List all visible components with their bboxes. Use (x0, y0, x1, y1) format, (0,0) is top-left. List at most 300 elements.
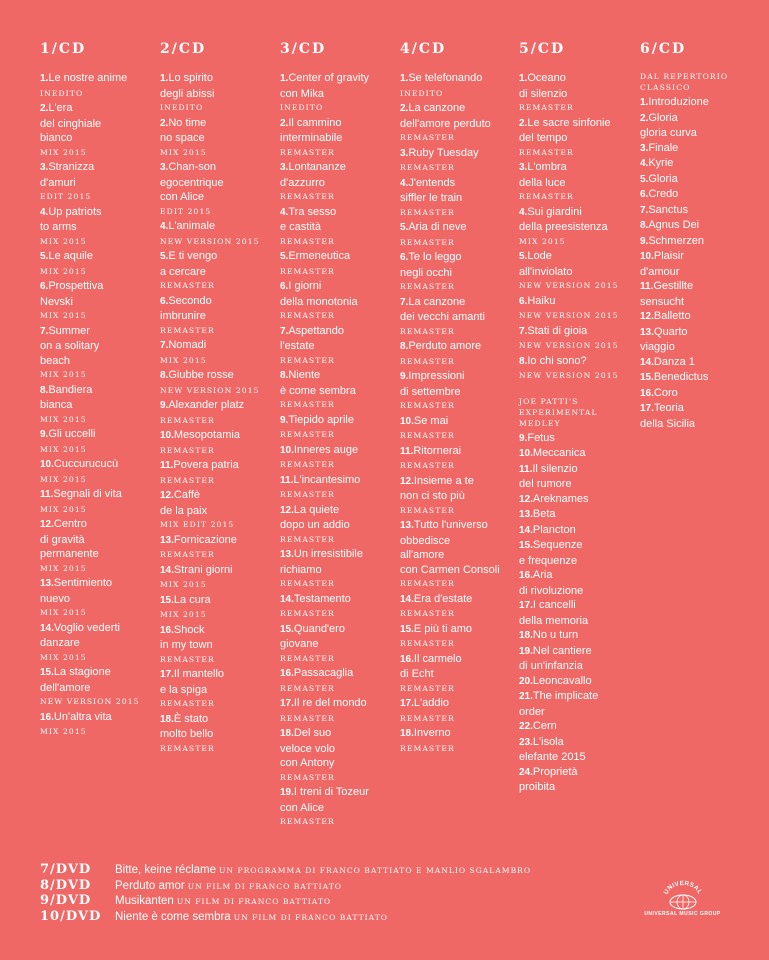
track-title-line: del cinghiale (40, 117, 102, 130)
dvd-number: 8/DVD (40, 877, 92, 893)
track-title-line: Proprietà (532, 765, 578, 778)
track-number: 6. (400, 252, 409, 263)
track-note: REMASTER (280, 579, 335, 588)
track-item (280, 785, 398, 801)
track-number: 1. (640, 97, 649, 108)
track-item (280, 503, 398, 533)
track-title-line: Io chi sono? (527, 354, 587, 367)
track-title-line: proibita (519, 781, 556, 793)
track-number: 13. (640, 326, 654, 338)
track-title-line: Quand'ero (293, 622, 345, 635)
track-number: 16. (160, 624, 174, 636)
track-title-line: Sequenze (532, 539, 583, 551)
track-note: REMASTER (280, 713, 335, 723)
track-title-line: l'estate (280, 340, 315, 352)
track-title-line: Lo spirito (168, 72, 213, 84)
track-title-line: Secondo (168, 294, 212, 307)
track-title-line: Kyrie (648, 157, 674, 169)
track-note: REMASTER (280, 236, 335, 246)
track-number: 15. (640, 372, 654, 383)
track-number: 10. (400, 415, 414, 427)
track-note: REMASTER (280, 683, 335, 693)
track-note: REMASTER (280, 460, 335, 469)
track-item (640, 172, 758, 188)
track-number: 17. (160, 669, 174, 680)
track-item (640, 309, 758, 325)
track-note: INEDITO (160, 103, 204, 112)
track-item (640, 203, 758, 219)
track-title-line: della luce (519, 176, 566, 189)
track-title-line: Mesopotamia (173, 429, 240, 441)
track-title-line: Aria di neve (408, 221, 467, 233)
track-number: 3. (160, 162, 169, 173)
track-title-line: La canzone (408, 295, 466, 308)
track-item (640, 156, 758, 172)
track-item (640, 249, 758, 279)
universal-music-logo (640, 880, 725, 917)
track-title-line: della monotonia (280, 295, 358, 308)
track-item (519, 523, 637, 539)
track-number: 10. (519, 448, 533, 459)
track-title-line: Aria (532, 569, 553, 581)
track-title-line: del rumore (519, 478, 572, 490)
track-title-line: Plancton (532, 523, 576, 536)
track-number: 6. (40, 281, 49, 292)
track-note: REMASTER (160, 743, 215, 753)
track-number: 2. (400, 103, 409, 114)
track-number: 17. (280, 698, 294, 709)
track-number: 16. (640, 387, 654, 399)
track-item (519, 735, 637, 765)
track-title-line: a cercare (160, 265, 206, 278)
track-title-line: e frequenze (519, 554, 578, 567)
track-item (160, 71, 278, 101)
track-item (519, 507, 637, 523)
track-item (640, 141, 758, 157)
track-item (400, 176, 518, 206)
track-title-line: Cuccurucucù (53, 458, 119, 470)
track-title-line: danzare (40, 637, 80, 649)
track-item (519, 205, 637, 235)
track-item (640, 234, 758, 250)
track-note: MIX 2015 (40, 414, 87, 424)
track-item (400, 592, 518, 608)
track-note: NEW VERSION 2015 (160, 385, 260, 395)
cd-column-5 (519, 40, 637, 795)
track-number: 19. (519, 645, 533, 657)
track-number: 10. (160, 430, 174, 441)
track-title-line: Impressioni (408, 370, 465, 382)
track-title-line: Giubbe rosse (168, 369, 234, 381)
track-item (519, 628, 637, 644)
track-item (40, 324, 158, 369)
track-title-line: Credo (648, 188, 679, 200)
track-note: REMASTER (519, 192, 574, 201)
track-title-line: all'amore (400, 549, 445, 561)
section-heading-line: EXPERIMENTAL (519, 407, 598, 417)
track-title-line: Coro (653, 386, 678, 399)
track-item (640, 187, 758, 203)
section-heading-line: JOE PATTI'S (519, 396, 579, 406)
track-title-line: Up patriots (48, 205, 102, 218)
track-title-line: I giorni (288, 280, 322, 292)
track-title-line: L'incantesimo (293, 473, 361, 486)
track-item (400, 146, 518, 162)
track-note: REMASTER (400, 683, 455, 693)
track-number: 1. (519, 73, 528, 84)
track-number: 14. (280, 593, 294, 605)
track-item (640, 370, 758, 386)
track-number: 23. (519, 736, 533, 748)
track-item (160, 667, 278, 697)
track-number: 11. (40, 489, 54, 500)
track-item (280, 666, 398, 682)
track-number: 4. (280, 206, 289, 218)
track-title-line: order (519, 705, 545, 718)
dvd-title: Musikanten (115, 895, 174, 907)
track-title-line: Il carmelo (413, 652, 462, 665)
track-title-line: Stranizza (48, 161, 95, 173)
track-number: 14. (160, 564, 174, 576)
track-note: MIX 2015 (160, 355, 207, 365)
track-note: REMASTER (400, 356, 455, 366)
track-item (160, 338, 278, 354)
track-title-line: Il re del mondo (293, 697, 367, 709)
track-title-line: Povera patria (173, 459, 239, 471)
track-title-line: obbedisce (400, 534, 451, 547)
track-title-line: Summer (48, 324, 90, 337)
track-item (40, 710, 158, 726)
track-item (280, 622, 398, 652)
track-number: 17. (400, 698, 414, 709)
track-title-line: to arms (40, 221, 77, 233)
track-number: 12. (519, 493, 533, 505)
track-item (280, 71, 398, 87)
track-number: 5. (640, 173, 649, 185)
track-title-line: E più ti amo (413, 622, 472, 635)
track-item (519, 492, 637, 508)
track-item (400, 295, 518, 325)
track-number: 11. (640, 281, 654, 292)
track-title-line: L'isola (532, 735, 564, 748)
track-number: 10. (40, 459, 54, 470)
track-title-line: richiamo (280, 563, 322, 576)
track-title-line: Nel cantiere (532, 644, 592, 657)
track-number: 14. (40, 622, 54, 634)
track-title-line: d'amour (640, 265, 680, 278)
dvd-row (40, 909, 531, 925)
track-title-line: Centro (53, 518, 87, 530)
track-number: 4. (400, 177, 409, 189)
track-number: 13. (400, 520, 414, 531)
track-item (160, 160, 278, 190)
track-number: 15. (519, 540, 533, 551)
track-item (40, 160, 158, 190)
section-heading-line: MEDLEY (519, 418, 561, 428)
track-title-line: Caffè (173, 489, 200, 501)
track-title-line: Se mai (413, 414, 449, 427)
track-title-line: Voglio vederti (53, 621, 120, 634)
spacer (519, 384, 637, 396)
track-title-line: di rivoluzione (519, 584, 584, 597)
dvd-number: 10/DVD (40, 908, 102, 924)
track-item (519, 71, 637, 101)
track-number: 3. (519, 162, 528, 173)
track-item (519, 160, 637, 190)
track-title-line: dell'amore perduto (400, 117, 491, 130)
track-number: 14. (640, 356, 654, 368)
track-title-line: Inneres auge (293, 443, 359, 456)
track-item (160, 458, 278, 474)
track-number: 2. (519, 117, 528, 129)
track-number: 18. (160, 713, 174, 725)
track-title-line: imbrunire (160, 310, 206, 322)
cd-column-1 (40, 40, 158, 740)
track-title-line: veloce volo (280, 742, 336, 755)
track-title-line: di silenzio (519, 87, 568, 100)
cd-title: 3/CD (280, 41, 327, 57)
track-title-line: e la spiga (160, 683, 208, 696)
track-title-line: Fetus (527, 431, 555, 444)
track-note: REMASTER (280, 192, 335, 201)
track-title-line: gloria curva (640, 127, 697, 139)
track-number: 18. (280, 728, 294, 739)
track-item (40, 427, 158, 443)
track-item (160, 533, 278, 549)
track-number: 8. (280, 370, 289, 381)
track-item (519, 674, 637, 690)
track-title-line: Era d'estate (413, 592, 473, 605)
track-item (160, 712, 278, 742)
track-item (519, 462, 637, 492)
track-note: REMASTER (400, 207, 455, 217)
cd-title: 4/CD (400, 41, 447, 57)
track-title-line: Gestillte (653, 280, 694, 292)
track-item (519, 719, 637, 735)
track-item (160, 249, 278, 279)
track-title-line: L'animale (168, 220, 216, 232)
track-title-line: della Sicilia (640, 417, 696, 430)
track-title-line: Prospettiva (48, 280, 104, 292)
track-note: NEW VERSION 2015 (519, 281, 619, 290)
track-title-line: dopo un addio (280, 519, 350, 531)
track-item (640, 279, 758, 309)
track-note: REMASTER (519, 103, 574, 112)
track-title-line: degli abissi (160, 87, 215, 100)
track-note: REMASTER (400, 579, 455, 588)
track-title-line: Se telefonando (408, 72, 483, 84)
track-number: 5. (519, 251, 528, 262)
track-title-line: non ci sto più (400, 490, 465, 502)
track-note: MIX 2015 (40, 563, 87, 573)
track-title-line: e castità (280, 221, 321, 233)
track-title-line: Il mantello (173, 668, 225, 680)
track-number: 10. (640, 251, 654, 262)
track-title-line: Oceano (527, 72, 566, 84)
dvd-description: UN FILM DI FRANCO BATTIATO (187, 881, 342, 891)
track-title-line: molto bello (160, 728, 214, 740)
track-number: 1. (400, 73, 409, 84)
track-note: REMASTER (400, 461, 455, 470)
track-note: REMASTER (400, 431, 455, 440)
track-note: MIX 2015 (40, 311, 87, 320)
track-item (519, 294, 637, 310)
track-title-line: interminabile (280, 132, 343, 144)
track-note: REMASTER (400, 282, 455, 291)
track-title-line: della preesistenza (519, 221, 608, 233)
track-item (280, 592, 398, 608)
track-item (400, 250, 518, 280)
track-note: REMASTER (280, 147, 335, 157)
track-number: 8. (640, 220, 649, 231)
track-title-line: Lode (527, 250, 552, 262)
track-number: 19. (280, 787, 294, 798)
featuring-credit: con Mika (280, 87, 325, 100)
track-item (40, 279, 158, 309)
track-item (280, 547, 398, 577)
track-number: 21. (519, 691, 533, 702)
track-number: 12. (400, 475, 414, 487)
track-number: 11. (400, 445, 414, 457)
track-title-line: Del suo (293, 727, 332, 739)
track-title-line: Nomadi (168, 339, 207, 351)
track-title-line: dei vecchi amanti (400, 311, 485, 323)
track-title-line: E ti vengo (168, 250, 218, 262)
track-note: REMASTER (400, 505, 455, 515)
track-note: REMASTER (280, 430, 335, 439)
dvd-title: Perduto amor (115, 879, 185, 892)
track-number: 9. (40, 429, 49, 440)
track-note: REMASTER (400, 639, 455, 648)
cd-column-6 (640, 40, 758, 431)
track-title-line: in my town (160, 639, 213, 651)
track-item (160, 116, 278, 146)
track-title-line: Ruby Tuesday (408, 146, 479, 159)
track-number: 15. (160, 594, 174, 606)
track-item (280, 696, 398, 712)
track-title-line: Danza 1 (653, 355, 695, 368)
track-title-line: Aspettando (288, 324, 344, 337)
track-title-line: Sentimiento (53, 577, 112, 589)
track-number: 24. (519, 766, 533, 778)
track-title-line: Introduzione (648, 96, 709, 108)
section-heading (519, 396, 637, 429)
track-note: INEDITO (280, 103, 324, 112)
track-note: REMASTER (400, 713, 455, 723)
track-note: REMASTER (400, 237, 455, 247)
track-number: 6. (160, 295, 169, 307)
track-number: 17. (519, 600, 533, 611)
track-number: 16. (40, 711, 54, 723)
track-note: MIX EDIT 2015 (160, 520, 235, 529)
track-note: REMASTER (400, 743, 455, 753)
track-number: 15. (40, 667, 54, 678)
logo-caption: UNIVERSAL MUSIC GROUP (644, 911, 721, 917)
track-number: 4. (40, 206, 49, 218)
track-item (40, 665, 158, 695)
track-note: REMASTER (280, 817, 335, 826)
track-item (160, 294, 278, 324)
track-note: REMASTER (160, 415, 215, 425)
track-title-line: Areknames (532, 492, 589, 505)
track-number: 18. (519, 630, 533, 641)
track-title-line: permanente (40, 548, 99, 560)
track-title-line: bianco (40, 132, 73, 144)
track-number: 6. (280, 281, 289, 292)
section-heading (640, 71, 758, 93)
track-item (160, 368, 278, 384)
track-title-line: Center of gravity (288, 72, 370, 84)
track-note: REMASTER (400, 401, 455, 410)
track-title-line: Insieme a te (413, 474, 474, 487)
track-note: MIX 2015 (40, 266, 87, 276)
track-number: 1. (280, 73, 289, 84)
track-title-line: no space (160, 132, 205, 144)
track-title-line: viaggio (640, 341, 675, 353)
track-note: MIX 2015 (40, 504, 87, 514)
track-note: REMASTER (280, 400, 335, 409)
track-title-line: di Echt (400, 668, 434, 680)
track-item (400, 339, 518, 355)
track-note: NEW VERSION 2015 (519, 371, 619, 380)
dvd-list (40, 862, 531, 924)
track-title-line: giovane (280, 638, 319, 650)
track-note: MIX 2015 (160, 610, 207, 619)
track-note: REMASTER (400, 163, 455, 172)
track-note: REMASTER (160, 445, 215, 455)
track-number: 8. (40, 384, 49, 396)
track-number: 9. (280, 414, 289, 426)
track-title-line: Sui giardini (527, 205, 582, 218)
cd-title: 2/CD (160, 41, 207, 57)
track-number: 13. (280, 549, 294, 560)
track-note: MIX 2015 (519, 236, 566, 246)
track-item (640, 111, 758, 141)
dvd-description: UN FILM DI FRANCO BATTIATO (176, 897, 332, 906)
track-title-line: Teoria (653, 402, 684, 414)
cd-title: 6/CD (640, 41, 687, 57)
track-item (40, 576, 158, 606)
track-number: 8. (400, 341, 409, 352)
track-title-line: Agnus Dei (648, 219, 700, 231)
track-item (519, 354, 637, 370)
track-title-line: de la paix (160, 504, 208, 517)
track-title-line: Fornicazione (173, 533, 237, 546)
track-title-line: Gloria (648, 172, 678, 185)
track-note: REMASTER (400, 609, 455, 618)
track-note: MIX 2015 (40, 652, 87, 662)
track-title-line: Te lo leggo (408, 251, 462, 263)
track-item (400, 220, 518, 236)
featuring-credit: con Carmen Consoli (400, 563, 500, 576)
track-number: 20. (519, 675, 533, 687)
track-item (400, 622, 518, 638)
track-item (400, 474, 518, 504)
featuring-credit: con Alice (280, 801, 325, 814)
track-number: 18. (400, 728, 414, 739)
track-number: 9. (640, 235, 649, 247)
track-number: 13. (40, 578, 54, 589)
track-number: 5. (400, 222, 409, 233)
track-title-line: Tutto l'universo (413, 519, 488, 531)
track-number: 9. (160, 400, 169, 411)
cd-title: 1/CD (40, 41, 87, 57)
track-item (40, 249, 158, 265)
track-number: 13. (160, 534, 174, 546)
track-number: 7. (519, 325, 528, 337)
track-item (160, 488, 278, 518)
track-item (519, 116, 637, 146)
